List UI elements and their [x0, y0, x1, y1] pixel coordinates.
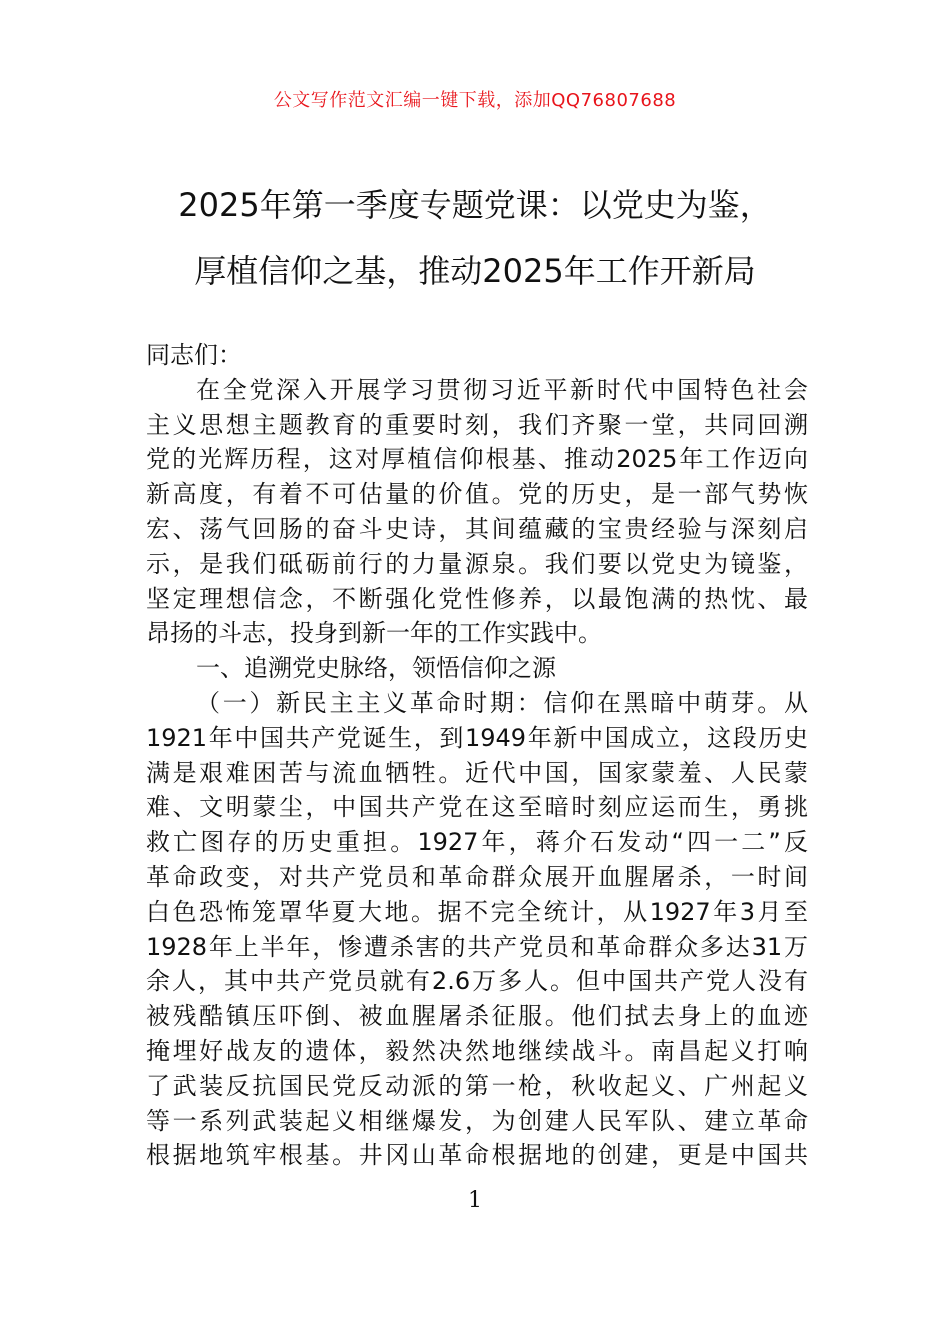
greeting: 同志们：: [146, 341, 242, 369]
paragraph-line: 1921年中国共产党诞生，到1949年新中国成立，这段历史: [146, 723, 808, 752]
paragraph-section-1: [146, 686, 808, 1173]
paragraph-line: 救亡图存的历史重担。1927年，蒋介石发动“四一二”反: [146, 828, 808, 857]
paragraph-line: 1928年上半年，惨遭杀害的共产党员和革命群众多达31万: [146, 932, 808, 961]
paragraph-line: 余人，其中共产党员就有2.6万多人。但中国共产党人没有: [146, 967, 808, 996]
title-line-2: 厚植信仰之基，推动2025年工作开新局: [194, 252, 756, 290]
paragraph-line: 等一系列武装起义相继爆发，为创建人民军队、建立革命: [146, 1106, 808, 1135]
document-title: [80, 172, 870, 304]
paragraph-intro: [146, 373, 808, 651]
paragraph-line: 了武装反抗国民党反动派的第一枪，秋收起义、广州起义: [146, 1071, 808, 1100]
watermark-banner: 公文写作范文汇编一键下载，添加QQ76807688: [273, 90, 677, 111]
paragraph-line: 示，是我们砥砺前行的力量源泉。我们要以党史为镜鉴，: [146, 549, 808, 578]
title-line-1: 2025年第一季度专题党课：以党史为鉴，: [178, 186, 772, 224]
paragraph-line: 满是艰难困苦与流血牺牲。近代中国，国家蒙羞、人民蒙: [146, 758, 808, 787]
paragraph-line: 主义思想主题教育的重要时刻，我们齐聚一堂，共同回溯: [146, 410, 808, 439]
paragraph-line: （一）新民主主义革命时期：信仰在黑暗中萌芽。从: [196, 688, 808, 717]
paragraph-line: 被残酷镇压吓倒、被血腥屠杀征服。他们拭去身上的血迹: [146, 1002, 808, 1031]
paragraph-line: 难、文明蒙尘，中国共产党在这至暗时刻应运而生，勇挑: [146, 793, 808, 822]
paragraph-line: 昂扬的斗志，投身到新一年的工作实践中。: [146, 619, 602, 648]
paragraph-line: 在全党深入开展学习贯彻习近平新时代中国特色社会: [196, 375, 808, 404]
document-body: [146, 338, 808, 1173]
paragraph-line: 党的光辉历程，这对厚植信仰根基、推动2025年工作迈向: [146, 445, 808, 474]
paragraph-line: 白色恐怖笼罩华夏大地。据不完全统计，从1927年3月至: [146, 897, 808, 926]
paragraph-line: 革命政变，对共产党员和革命群众展开血腥屠杀，一时间: [146, 862, 808, 891]
page-number: 1: [468, 1188, 482, 1213]
paragraph-line: 新高度，有着不可估量的价值。党的历史，是一部气势恢: [146, 480, 808, 509]
section-heading: 一、追溯党史脉络，领悟信仰之源: [196, 654, 556, 683]
paragraph-line: 根据地筑牢根基。井冈山革命根据地的创建，更是中国共: [146, 1141, 808, 1170]
paragraph-line: 掩埋好战友的遗体，毅然决然地继续战斗。南昌起义打响: [146, 1036, 808, 1065]
paragraph-line: 坚定理想信念，不断强化党性修养，以最饱满的热忱、最: [146, 584, 808, 613]
paragraph-line: 宏、荡气回肠的奋斗史诗，其间蕴藏的宝贵经验与深刻启: [146, 514, 808, 543]
